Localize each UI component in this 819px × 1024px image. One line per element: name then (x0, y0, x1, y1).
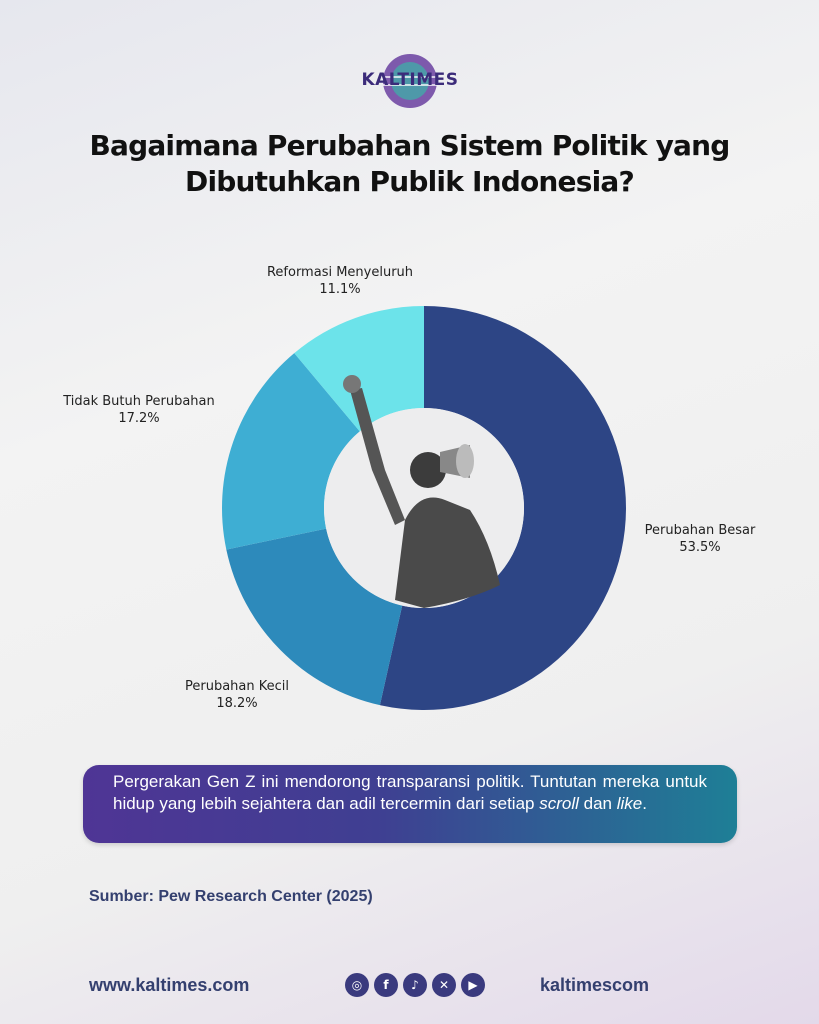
instagram-icon[interactable]: ◎ (345, 973, 369, 997)
callout-box (83, 765, 737, 843)
youtube-icon[interactable]: ▶ (461, 973, 485, 997)
callout-em-like: like (616, 794, 643, 813)
title-line-2: Dibutuhkan Publik Indonesia? (185, 165, 634, 198)
social-icons (345, 973, 485, 997)
logo-text: KALTIMES (361, 70, 459, 90)
social-handle[interactable]: kaltimescom (540, 975, 650, 995)
slice-label-value: 17.2% (118, 411, 160, 426)
website-link[interactable]: www.kaltimes.com (89, 975, 250, 995)
title-line-1: Bagaimana Perubahan Sistem Politik yang (89, 129, 730, 162)
megaphone-bell-icon (456, 444, 474, 478)
tiktok-icon[interactable]: ♪ (403, 973, 427, 997)
callout-text-end: . (642, 794, 647, 813)
x-icon[interactable]: ✕ (432, 973, 456, 997)
slice-label-category: Reformasi Menyeluruh (266, 265, 414, 280)
source-note: Sumber: Pew Research Center (2025) (89, 888, 373, 905)
slice-label-category: Perubahan Kecil (185, 679, 289, 694)
callout-text (113, 771, 707, 815)
slice-label-value: 53.5% (679, 540, 721, 555)
slice-label-value: 18.2% (216, 696, 258, 711)
callout-text-main: Pergerakan Gen Z ini mendorong transparansi politik. Tuntutan mereka untuk hidup yang lebih sejahtera dan adil tercermin dari setiap (113, 772, 707, 813)
slice-label-category: Perubahan Besar (644, 523, 756, 538)
fist-icon (343, 375, 361, 393)
slice-label-value: 11.1% (319, 282, 361, 297)
callout-em-scroll: scroll (539, 794, 579, 813)
callout-text-mid: dan (578, 794, 617, 813)
facebook-icon[interactable]: f (374, 973, 398, 997)
slice-label-category: Tidak Butuh Perubahan (63, 394, 215, 409)
